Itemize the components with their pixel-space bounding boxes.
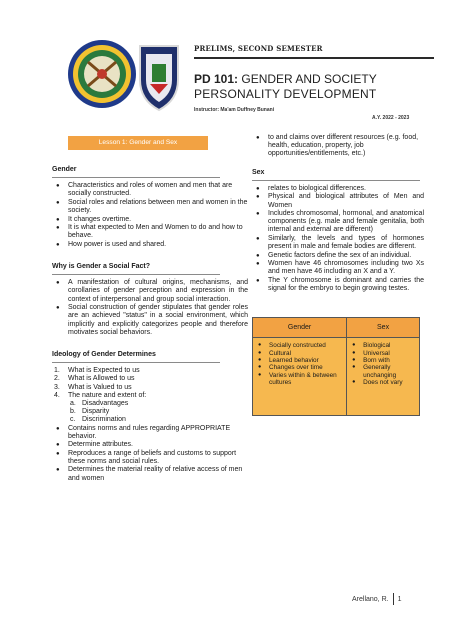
shield-logo-icon — [140, 46, 178, 110]
list-item: ● Social roles and relations between men and women in the society. — [56, 198, 248, 215]
sex-section-title: Sex — [252, 168, 265, 176]
list-item: ● Similarly, the levels and types of hormones present in male and female bodies are different. — [256, 234, 424, 251]
list-item: ● Socially constructed — [258, 342, 326, 350]
list-item: ● Born with — [352, 357, 390, 365]
ideology-title: Ideology of Gender Determines — [52, 350, 156, 358]
list-item: 4. The nature and extent of: — [54, 391, 147, 399]
footer-author: Arellano, R. — [352, 595, 389, 603]
table-header-gender: Gender — [253, 318, 347, 338]
resources-continuation-list — [252, 134, 424, 159]
left-column — [52, 134, 248, 483]
list-item: ● Genetic factors define the sex of an individual. — [256, 251, 412, 259]
list-item: ● A manifestation of cultural origins, mechanisms, and corollaries of gender perception and expression in the context of interpersonal and group social interaction. — [56, 279, 248, 303]
table-header-sex: Sex — [347, 318, 420, 338]
list-item: ● Determine attributes. — [56, 441, 133, 449]
college-seal-icon — [68, 40, 136, 108]
list-item: ● Reproduces a range of beliefs and customs to support these norms and social rules. — [56, 449, 237, 465]
list-item: ● Women have 46 chromosomes including two Xs and men have 46 including an X and a Y. — [256, 260, 424, 276]
list-item: ● It is what expected to Men and Women to do and how to behave. — [56, 224, 243, 240]
ideology-numbered-list — [52, 367, 248, 400]
list-item: ● The Y chromosome is dominant and carries the signal for the embryo to begin growing testes. — [256, 276, 424, 293]
sex-list — [252, 185, 424, 293]
gender-cell — [253, 338, 347, 416]
course-code: PD 101: — [194, 71, 239, 86]
list-item: 2. What is Allowed to us — [54, 375, 135, 383]
list-item: ● Learned behavior — [258, 357, 319, 365]
list-item: ● Varies within & between cultures — [258, 371, 337, 387]
list-item: ● How power is used and shared. — [56, 240, 167, 248]
list-item: b. Disparity — [70, 408, 110, 416]
list-item: ● Generally unchanging — [352, 364, 397, 379]
gender-sex-table — [252, 317, 420, 416]
course-title — [194, 72, 454, 86]
gender-list — [52, 182, 248, 249]
course-subtitle: PERSONALITY DEVELOPMENT — [194, 86, 377, 101]
section-divider — [52, 362, 220, 363]
section-divider — [52, 177, 220, 178]
lesson-heading: Lesson 1: Gender and Sex — [68, 136, 208, 150]
list-item: ● Biological — [352, 342, 391, 350]
list-item: ● Includes chromosomal, hormonal, and anatomical components (e.g. male and female genitalia, both internal and external are different) — [256, 210, 424, 234]
list-item: ● Social construction of gender stipulates that gender roles are an achieved "status" in a social environment, which implicitly and explicitly categorizes people and therefore motivates social behaviors. — [56, 304, 248, 336]
header-divider — [194, 57, 434, 59]
footer-separator — [393, 593, 394, 605]
list-item: c. Discrimination — [70, 416, 126, 424]
list-item: ● Does not vary — [352, 379, 403, 387]
sex-cell — [347, 338, 420, 416]
ideology-bullet-list — [52, 425, 248, 483]
list-item: ● relates to biological differences. — [256, 184, 366, 192]
academic-year: A.Y. 2022 - 2023 — [372, 115, 410, 121]
gender-section-title: Gender — [52, 166, 77, 173]
list-item: ● Contains norms and rules regarding APPROPRIATE behavior. — [56, 424, 231, 440]
page-number: 1 — [397, 595, 402, 603]
page-footer — [352, 593, 401, 605]
list-item: ● Characteristics and roles of women and men that are socially constructed. — [56, 182, 233, 198]
school-logos — [66, 36, 188, 114]
ideology-lettered-list — [52, 400, 248, 425]
social-fact-list — [52, 279, 248, 337]
list-item: 3. What is Valued to us — [54, 383, 132, 391]
section-divider — [52, 274, 220, 275]
list-item: 1. What is Expected to us — [54, 367, 140, 375]
list-item: ● to and claims over different resources (e.g. food, health, education, property, job opportunities/entitlements, etc.) — [256, 134, 419, 158]
list-item: ● Determines the material reality of relative access of men and women — [56, 466, 243, 482]
document-header — [194, 44, 454, 113]
list-item: ● Changes over time — [258, 364, 323, 372]
section-divider — [252, 180, 420, 181]
right-column — [252, 134, 424, 416]
semester-label: PRELIMS, SECOND SEMESTER — [194, 44, 323, 53]
course-title-text: GENDER AND SOCIETY — [238, 71, 377, 86]
list-item: ● Cultural — [258, 349, 292, 357]
instructor-label: Instructor: Ma'am Duffney Bunani — [194, 106, 275, 113]
list-item: ● Universal — [352, 349, 390, 357]
list-item: a. Disadvantages — [70, 399, 129, 407]
social-fact-title: Why is Gender a Social Fact? — [52, 263, 151, 271]
list-item: ● Physical and biological attributes of Men and Women — [256, 193, 424, 209]
list-item: ● It changes overtime. — [56, 215, 132, 223]
